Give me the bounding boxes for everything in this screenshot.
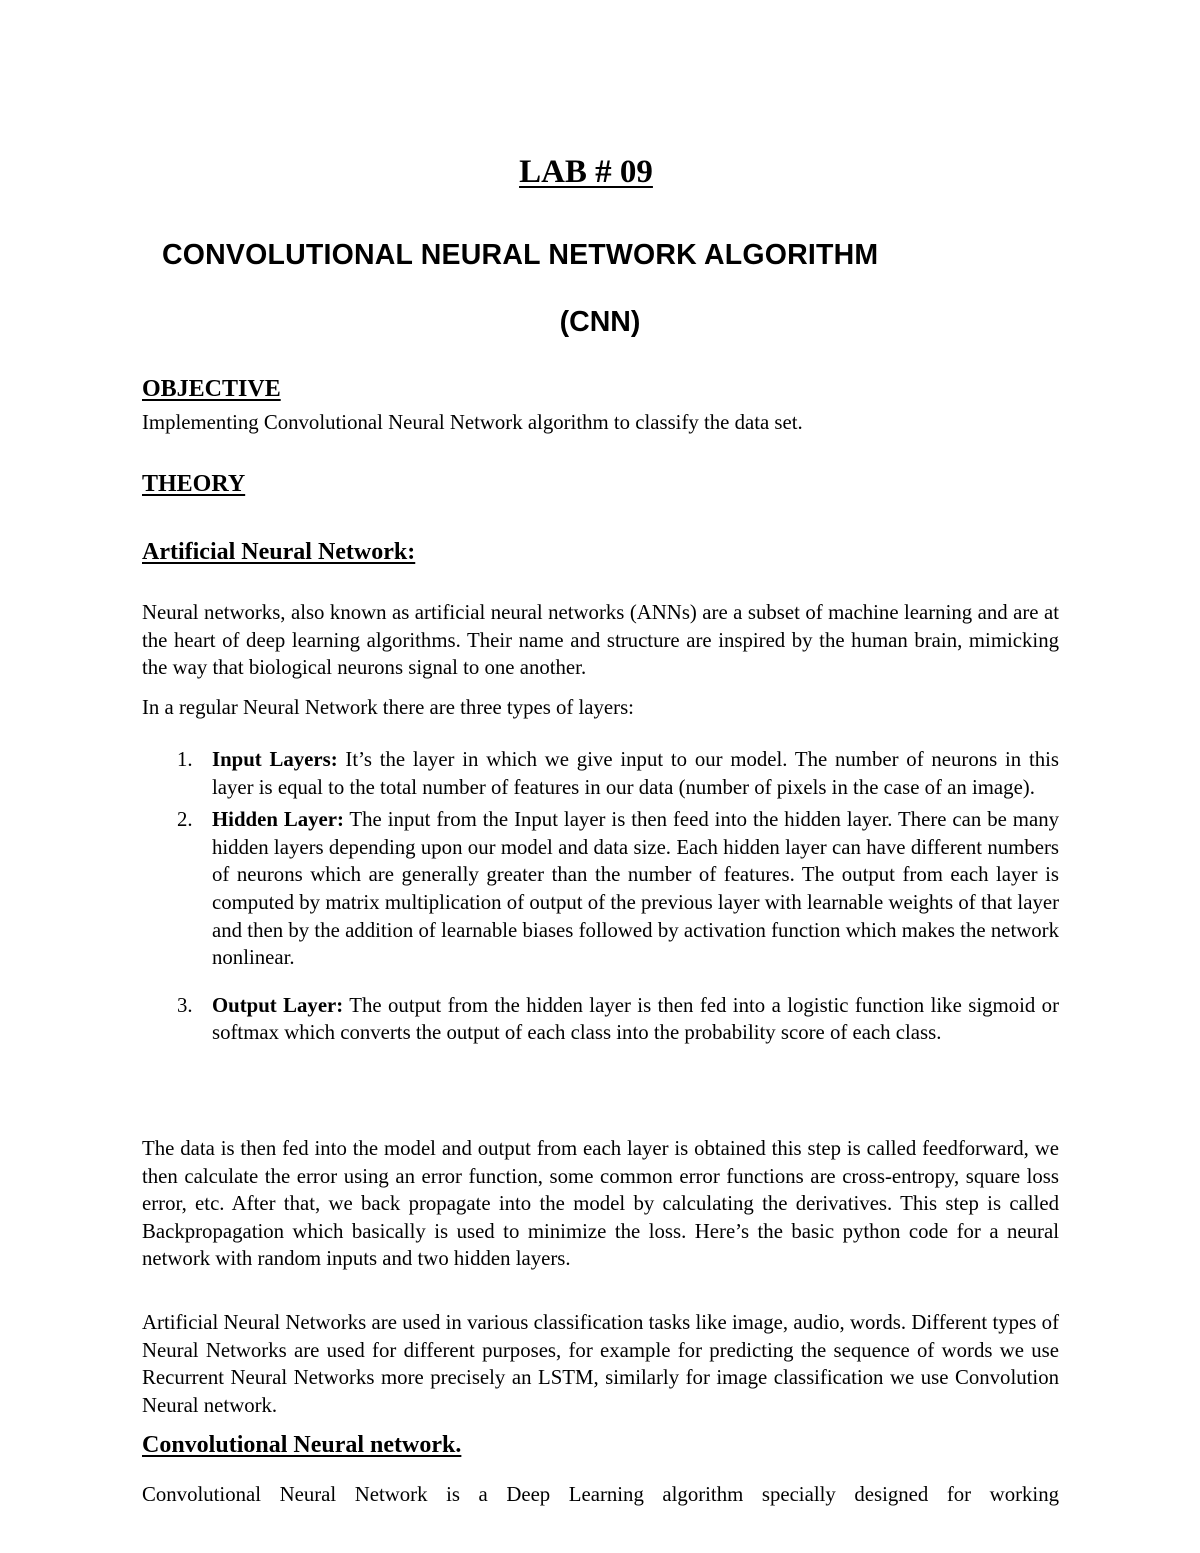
list-term: Output Layer: [212,993,344,1017]
list-number: 3. [177,993,193,1017]
theory-heading: THEORY [142,471,246,497]
list-term: Input Layers: [212,748,338,771]
list-text: The input from the Input layer is then feed into the hidden layer. There can be many hidden layers depending upon our model and data size. Each hidden layer can have different numbers of neurons which are generally greater than the number of features. The output from each layer is computed by matrix multiplication of output of the previous layer with learnable weights of that layer and then by the addition of learnable biases followed by activation function which makes the network nonlinear. [212,808,1059,970]
list-term: Hidden Layer: [212,808,344,832]
list-text: The output from the hidden layer is then fed into a logistic function like sigmoid or softmax which converts the output of each class into the probability score of each class. [212,993,1059,1045]
main-title: CONVOLUTIONAL NEURAL NETWORK ALGORITHM [162,239,879,271]
objective-text: Implementing Convolutional Neural Network algorithm to classify the data set. [142,411,803,434]
ann-heading: Artificial Neural Network: [142,539,416,565]
ann-paragraph: Neural networks, also known as artificial neural networks (ANNs) are a subset of machine learning and are at the heart of deep learning algorithms. Their name and structure are inspired by the human brain, mimicking the way that biological neurons signal to one another. [142,601,1059,680]
feedforward-paragraph: The data is then fed into the model and output from each layer is obtained this step is called feedforward, we then calculate the error using an error function, some common error functions are cross-entropy, square loss error, etc. After that, we back propagate into the model by calculating the derivatives. This step is called Backpropagation which basically is used to minimize the loss. Here’s the basic python code for a neural network with random inputs and two hidden layers. [142,1137,1059,1271]
list-item [142,746,1059,801]
cnn-heading: Convolutional Neural network. [142,1432,462,1458]
list-item [142,806,1059,972]
list-number: 1. [177,748,193,771]
list-text: It’s the layer in which we give input to our model. The number of neurons in this layer is equal to the total number of features in our data (number of pixels in the case of an image). [212,748,1059,799]
list-item [142,992,1059,1047]
layers-intro: In a regular Neural Network there are three types of layers: [142,696,634,719]
title-abbreviation: (CNN) [559,306,641,338]
lab-title: LAB # 09 [519,154,653,190]
applications-paragraph: Artificial Neural Networks are used in various classification tasks like image, audio, words. Different types of Neural Networks are used for different purposes, for example for predicting the sequence of words we use Recurrent Neural Networks more precisely an LSTM, similarly for image classification we use Convolution Neural network. [142,1311,1059,1417]
list-number: 2. [177,808,193,832]
layers-list [142,746,1059,1047]
objective-heading: OBJECTIVE [142,376,281,402]
cnn-paragraph: Convolutional Neural Network is a Deep Learning algorithm specially designed for working [142,1483,1059,1506]
